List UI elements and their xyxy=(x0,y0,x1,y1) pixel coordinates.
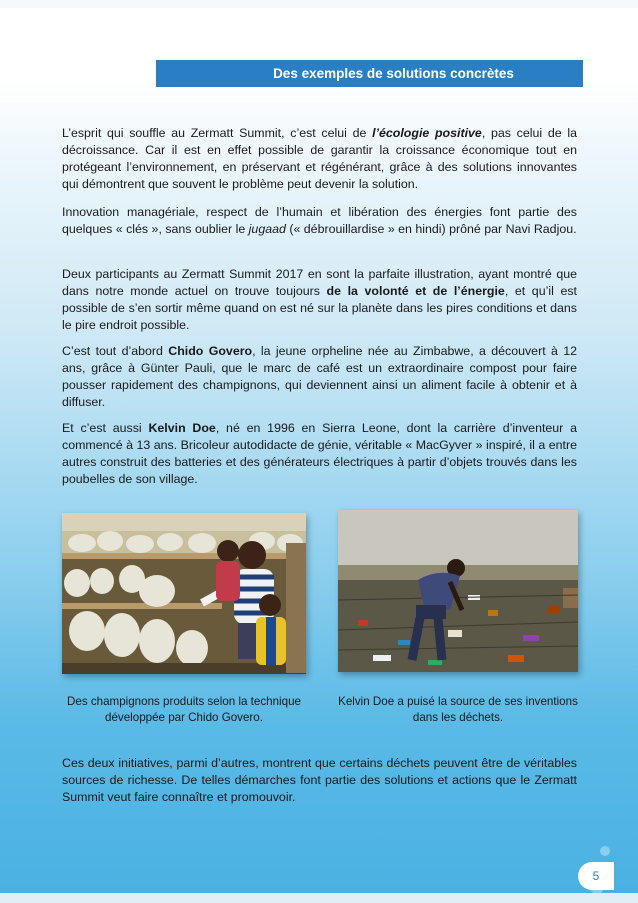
emphasis-text: l’écologie positive xyxy=(372,126,482,140)
paragraph-ecologie xyxy=(62,125,577,193)
paragraph-text: Et c’est aussi xyxy=(62,421,149,435)
decorative-bubble xyxy=(600,846,610,856)
paragraph-text: , né en 1996 en Sierra Leone, dont la carrière d’inventeur a commencé à 13 ans. Bricoleur autodidacte de génie, véritable « MacGyver » inspiré, il a entre autres construit des batteries et des générateurs électriques à partir d’objets trouvés dans les poubelles de son village. xyxy=(62,421,577,486)
paragraph-text: C’est tout d’abord xyxy=(62,344,169,358)
emphasis-text: Kelvin Doe xyxy=(148,421,216,435)
emphasis-text: Chido Govero xyxy=(168,344,253,358)
waste-field-photo xyxy=(338,510,578,672)
caption-mushroom-photo: Des champignons produits selon la technique développée par Chido Govero. xyxy=(67,695,301,724)
page-number-label: 5 xyxy=(592,869,600,883)
paragraph-kelvin-doe xyxy=(62,420,577,488)
emphasis-text: de la volonté et de l’énergie xyxy=(326,284,505,298)
caption-waste-photo: Kelvin Doe a puisé la source de ses inventions dans les déchets. xyxy=(338,695,578,724)
paragraph-text: , et qu’il est possible de s’en sortir même quand on est né sur la planète dans les pires conditions et dans le pire endroit possible. xyxy=(62,284,577,332)
paragraph-text: Innovation managériale, respect de l’humain et libération des énergies font partie des quelques « clés », sans oublier le xyxy=(62,205,577,236)
paragraph-chido-govero xyxy=(62,343,577,411)
paragraph-text: Ces deux initiatives, parmi d’autres, montrent que certains déchets peuvent être de véritables sources de richesse. De telles démarches font partie des solutions et actions que le Zermatt Summit veut faire connaître et promouvoir. xyxy=(62,756,577,804)
section-header xyxy=(156,60,583,87)
mushroom-photo xyxy=(62,513,306,674)
section-title: Des exemples de solutions concrètes xyxy=(273,66,514,81)
page-number xyxy=(578,862,614,890)
paragraph-text: Deux participants au Zermatt Summit 2017 en sont la parfaite illustration, ayant montré que dans notre monde actuel on trouve toujours xyxy=(62,267,577,298)
waste-field-photo-illustration xyxy=(338,510,578,672)
paragraph-participants xyxy=(62,266,577,334)
paragraph-conclusion xyxy=(62,755,577,806)
paragraph-text: , pas celui de la décroissance. Car il est en effet possible de garantir la croissance économique tout en protégeant l’environnement, en préservant et régénérant, grâce à des solutions innovantes qui démontrent que souvent le problème peut devenir la solution. xyxy=(62,126,577,191)
paragraph-text: L’esprit qui souffle au Zermatt Summit, c’est celui de xyxy=(62,126,373,140)
paragraph-innovation xyxy=(62,204,577,238)
paragraph-text: jugaad xyxy=(248,222,286,236)
top-band xyxy=(0,0,638,8)
bottom-band xyxy=(0,893,638,903)
paragraph-text: , la jeune orpheline née au Zimbabwe, a découvert à 12 ans, grâce à Günter Pauli, que le marc de café est un extraordinaire compost pour faire pousser rapidement des champignons, qui deviennent ainsi un aliment facile à obtenir et à diffuser. xyxy=(62,344,578,409)
mushroom-photo-illustration xyxy=(62,513,306,674)
paragraph-text: (« débrouillardise » en hindi) prôné par Navi Radjou. xyxy=(285,222,577,236)
